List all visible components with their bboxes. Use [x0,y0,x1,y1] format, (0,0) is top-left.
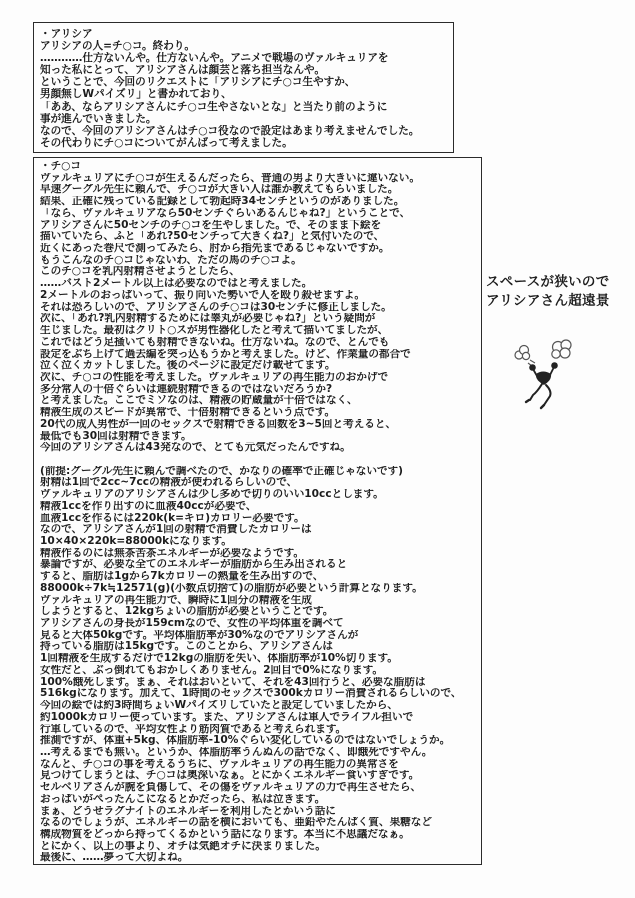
text-line: 次に、「あれ?乳内射精するためには睾丸が必要じゃね?」という疑問が [40,313,376,325]
text-line [40,454,475,466]
text-line: しようとすると、12kgちょいの脂肪が必要ということです。 [40,606,334,618]
text-line: まぁ、どうせラグナイトのエネルギーを利用したとかいう話に [40,805,336,817]
text-line: もうこんなのチ○コじゃないわ、ただの馬のチ○コよ。 [40,254,302,266]
text-line: 事が進んでいきました。 [40,112,157,125]
text-line: ヴァルキュリアの再生能力で、瞬時に1回分の精液を生成 [40,594,312,606]
text-line: 20代の成人男性が一回のセックスで射精できる回数を3~5回と考えると、 [40,418,397,430]
text-line: ヴァルキュリアのアリシアさんは少し多めで切りのいい10ccとします。 [40,489,384,501]
text-line: アリシアの人=チ○コ。終わり。 [40,40,195,53]
text-line: アリシアさんに50センチのチ○コを生やしました。で、そのまま下絵を [40,219,382,231]
text-line: 行軍しているので、平均女性より筋肉質であると考えられます。 [40,723,347,735]
text-line: 女性だと、ぶっ倒れてもおかしくありません。2回目で0%になります。 [40,664,383,676]
text-line: その代わりにチ○コについてがんばって考えました。 [40,136,293,149]
text-line: ……バスト2メートル以上は必要なのではと考えました。 [40,278,313,290]
text-line: 最低でも30回は射精できます。 [40,430,192,442]
text-line: 推測ですが、体重+5kg、体脂肪率-10%ぐらい変化しているのではないでしょうか。 [40,735,451,747]
text-line: 精液作るのには無茶苦茶エネルギーが必要なようです。 [40,547,304,559]
text-line: これではどう足掻いても射精できないね。仕方ないね。なので、とんでも [40,336,390,348]
text-line: なんと、チ○コの事を考えるうちに、ヴァルキュリアの再生能力の異常さを [40,758,399,770]
text-line: 早速グーグル先生に頼んで、チ○コが大きい人は誰か教えてもらいました。 [40,184,399,196]
text-line: …………仕方ないんや。仕方ないんや。アニメで戦場のヴァルキュリアを [40,52,389,65]
margin-note [486,273,610,310]
text-line: 知った私にとって、アリシアさんは顔芸と落ち担当なんや。 [40,64,325,77]
text-line: 次に、チ○コの性能を考えました。ヴァルキュリアの再生能力のおかげで [40,371,389,383]
text-line: それは恐ろしいので、アリシアさんのチ○コは30センチに修正しました。 [40,301,392,313]
text-line: 生じました。最初はクリト○スが男性器化したと考えて描いてましたが、 [40,325,389,337]
text-line: 「なら、ヴァルキュリアなら50センチぐらいあるんじゃね?」ということで、 [40,207,411,219]
text-line: 10×40×220k=88000kになります。 [40,536,232,547]
text-line: 約1000kカロリー使っています。また、アリシアさんは軍人でライフル担いで [40,711,414,723]
text-line: セルベリアさんが腕を負傷して、その傷をヴァルキュリアの力で再生させたら、 [40,782,422,794]
text-line: 近くにあった巻尺で測ってみたら、肘から指先まであるじゃないですか。 [40,243,390,255]
text-line: ・アリシア [40,28,93,40]
text-line: 持っている脂肪は15kgです。このことから、アリシアさんは [40,641,333,653]
text-line: なので、今回のアリシアさんはチ○コ役なので設定はあまり考えませんでした。 [40,124,420,137]
text-line: 結果、正確に残っている記録として勃起時34センチというのがありました。 [40,196,405,208]
text-line: 88000k÷7k≒12571(g)(小数点切捨て)の脂肪が必要という計算となります。 [40,582,423,594]
text-line: おっぱいがぺったんこになるとかだったら、私は泣きます。 [40,793,326,805]
text-line: 精液1ccを作り出すのに血液40ccが必要で、 [40,500,257,512]
frustrated-stick-figure-icon [510,336,580,414]
text-line: ・チ○コ [40,161,82,172]
text-line: とにかく、以上の事より、オチは気絶オチに決まりました。 [40,840,326,852]
text-line: 最後に、……夢って大切よね。 [40,852,189,864]
text-line: このチ○コを乳内射精させようとしたら、 [40,266,240,278]
text-line: 泣く泣くカットしました。後のページに設定だけ載せてます。 [40,360,336,372]
text-line: (前提:グーグル先生に頼んで調べたので、かなりの確率で正確じゃないです) [40,465,403,477]
text-line: と考えました。ここでミソなのは、精液の貯蔵量が十倍ではなく、 [40,395,358,407]
text-line: なので、アリシアさんが1回の射精で消費したカロリーは [40,524,312,536]
text-line: 今回のアリシアさんは43発なので、とても元気だったんですね。 [40,442,351,454]
text-line: 構成物質をどっから持ってくるかという話になります。本当に不思議だなぁ。 [40,828,410,840]
text-line: すると、脂肪は1gから7kカロリーの熱量を生み出すので、 [40,571,324,583]
text-line: 射精は1回で2cc~7ccの精液が使われるらしいので、 [40,477,298,489]
alicia-note-box [33,22,454,153]
margin-note-line-2: アリシアさん超遠景 [486,292,610,309]
alicia-note-text [40,28,447,149]
text-line: 描いていたら、ふと「あれ?50センチって大きくね?」と気付いたので、 [40,231,385,243]
text-line: ということで、今回のリクエストに「アリシアにチ○コ生やすか、 [40,76,356,89]
chinko-note-box [33,157,482,865]
text-line: …考えるまでも無い。というか、体脂肪率うんぬんの話でなく、即餓死ですやん。 [40,746,433,758]
text-line: 1回精液を生成するだけで12kgの脂肪を失い、体脂肪率が10%切ります。 [40,653,398,665]
text-line: 男顔無しWパイズリ」と書かれており、 [40,88,232,101]
text-line: 516kgになります。加えて、1時間のセックスで300kカロリー消費されるらしいので、 [40,688,462,700]
text-line: 見ると大体50kgです。平均体脂肪率が30%なのでアリシアさんが [40,629,359,641]
text-line: 「ああ、ならアリシアさんにチ○コ生やさないとな」と当たり前のように [40,100,388,113]
chinko-note-text [40,161,475,864]
margin-note-line-1: スペースが狭いので [486,274,610,290]
text-line: ヴァルキュリアにチ○コが生えるんだったら、普通の男より大きいに違いない。 [40,172,420,184]
text-line: 血液1ccを作るには220k(k=キロ)カロリー必要です。 [40,512,305,524]
text-line: 100%餓死します。まぁ、それはおいといて、それを43回行うと、必要な脂肪は [40,676,426,688]
text-line: 多分常人の十倍ぐらいは連続射精できるのではないだろうか? [40,383,333,395]
text-line: なるのでしょうが、エネルギーの話を横においても、亜鉛やたんぱく質、果糖など [40,817,432,829]
text-line: 見つけてしまうとは、チ○コは奥深いなぁ。とにかくエネルギー食いすぎです。 [40,770,420,782]
text-line: 暴論ですが、必要な全てのエネルギーが脂肪から生み出されると [40,559,348,571]
text-line: 精液生成のスピードが異常で、十倍射精できるという点です。 [40,407,336,419]
text-line: 設定をぶち上げて過去編を突っ込もうかと考えました。けど、作業量の都合で [40,348,411,360]
text-line: 今回の絵では約3時間ちょいWパイズリしていたと設定していましたから、 [40,700,398,712]
text-line: アリシアさんの身長が159cmなので、女性の平均体重を調べて [40,618,344,630]
text-line: 2メートルのおっぱいって、振り向いた勢いで人を殴り殺せますよ。 [40,289,365,301]
